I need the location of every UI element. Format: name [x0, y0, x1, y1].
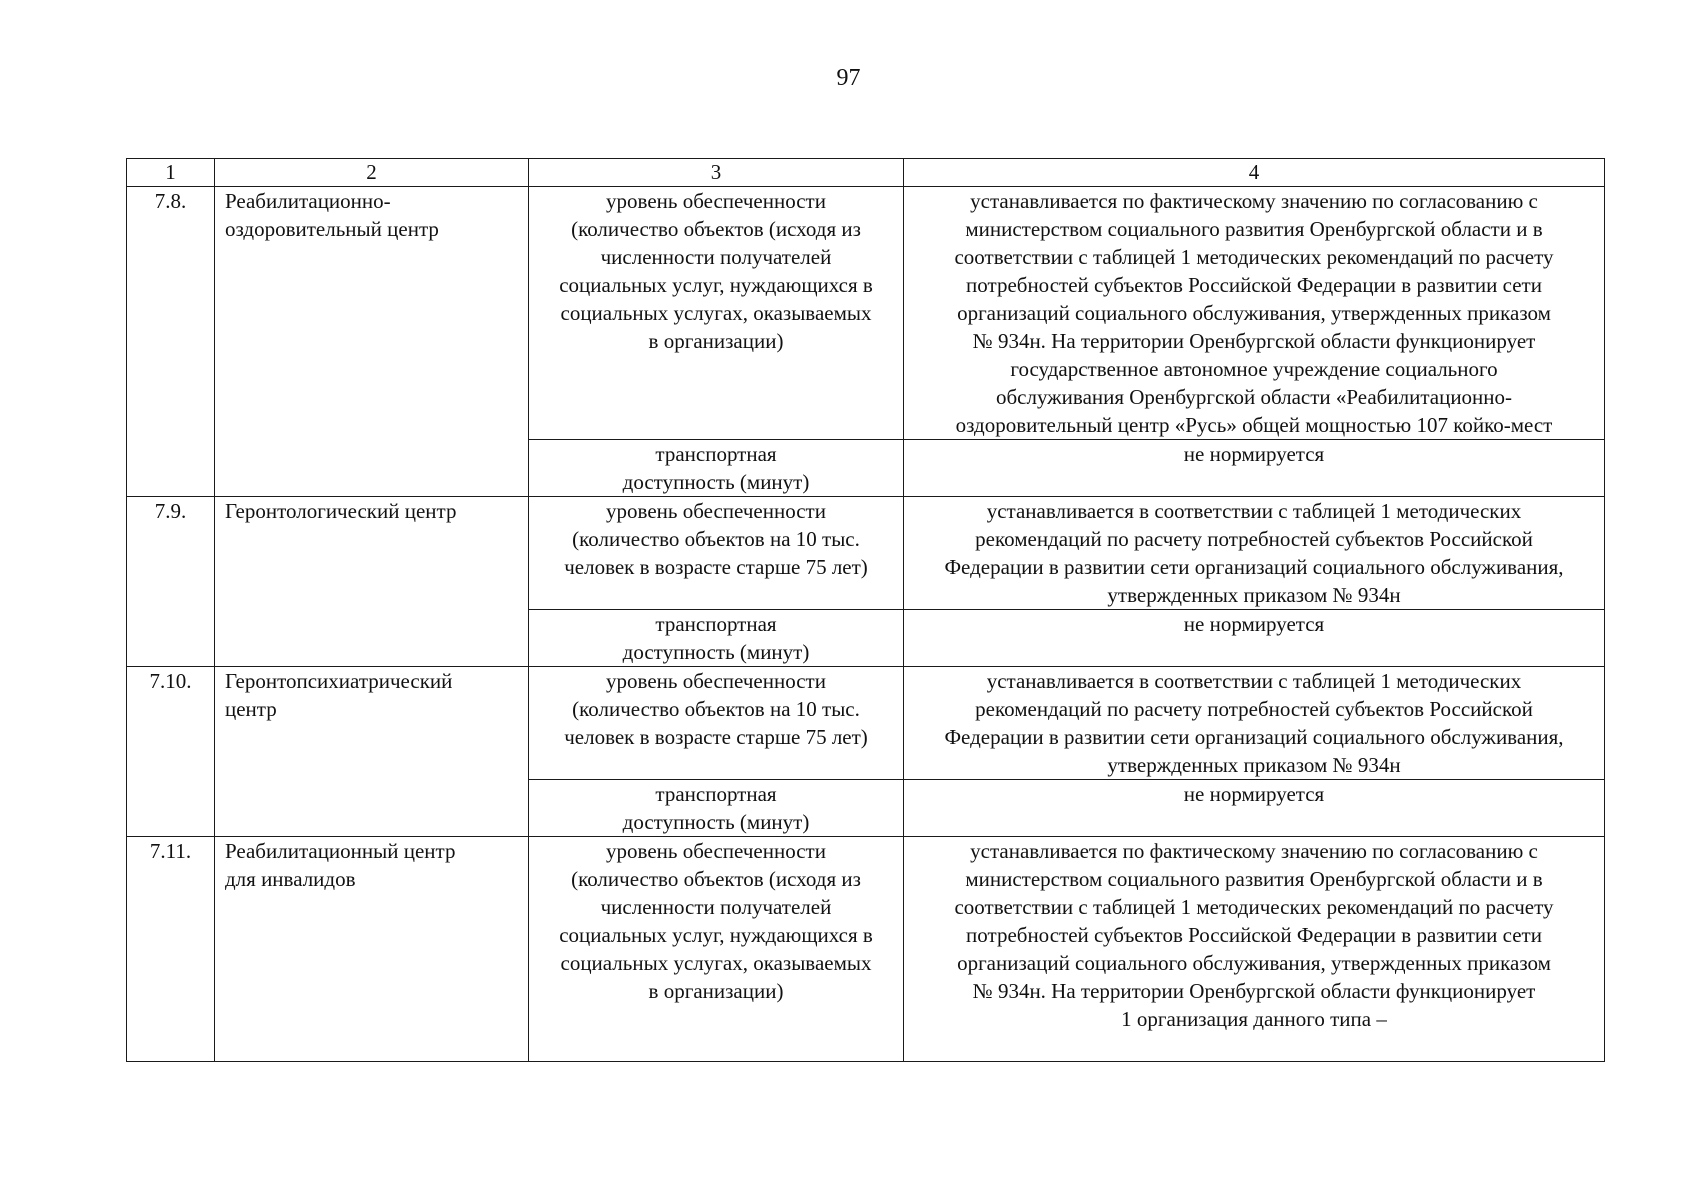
indicator-cell: транспортная доступность (минут)	[529, 440, 904, 497]
header-cell-1: 1	[127, 159, 215, 187]
norms-table	[126, 158, 1605, 1062]
page-number: 97	[836, 65, 861, 91]
table-row	[127, 497, 1605, 610]
value-cell: не нормируется	[904, 610, 1605, 667]
header-cell-2: 2	[215, 159, 529, 187]
row-number: 7.9.	[127, 497, 215, 667]
value-cell: не нормируется	[904, 780, 1605, 837]
row-number: 7.11.	[127, 837, 215, 1062]
value-cell: устанавливается в соответствии с таблицей 1 методических рекомендаций по расчету потребностей субъектов Российской Федерации в развитии сети организаций социального обслуживания, утвержденных приказом № 934н	[904, 667, 1605, 780]
value-cell: устанавливается по фактическому значению по согласованию с министерством социального развития Оренбургской области и в соответствии с таблицей 1 методических рекомендаций по расчету потребностей субъектов Российской Федерации в развитии сети организаций социального обслуживания, утвержденных приказом № 934н. На территории Оренбургской области функционирует 1 организация данного типа –	[904, 837, 1605, 1062]
value-cell: не нормируется	[904, 440, 1605, 497]
indicator-cell: транспортная доступность (минут)	[529, 610, 904, 667]
facility-name: Реабилитационно- оздоровительный центр	[215, 187, 529, 497]
indicator-cell: уровень обеспеченности (количество объектов (исходя из численности получателей социальных услуг, нуждающихся в социальных услугах, оказываемых в организации)	[529, 837, 904, 1062]
indicator-cell: уровень обеспеченности (количество объектов на 10 тыс. человек в возрасте старше 75 лет)	[529, 667, 904, 780]
facility-name: Геронтологический центр	[215, 497, 529, 667]
table-header-row	[127, 159, 1605, 187]
indicator-cell: уровень обеспеченности (количество объектов (исходя из численности получателей социальных услуг, нуждающихся в социальных услугах, оказываемых в организации)	[529, 187, 904, 440]
indicator-cell: транспортная доступность (минут)	[529, 780, 904, 837]
table-row	[127, 667, 1605, 780]
table-row	[127, 187, 1605, 440]
row-number: 7.10.	[127, 667, 215, 837]
row-number: 7.8.	[127, 187, 215, 497]
header-cell-4: 4	[904, 159, 1605, 187]
value-cell: устанавливается по фактическому значению по согласованию с министерством социального развития Оренбургской области и в соответствии с таблицей 1 методических рекомендаций по расчету потребностей субъектов Российской Федерации в развитии сети организаций социального обслуживания, утвержденных приказом № 934н. На территории Оренбургской области функционирует государственное автономное учреждение социального обслуживания Оренбургской области «Реабилитационно- оздоровительный центр «Русь» общей мощностью 107 койко-мест	[904, 187, 1605, 440]
facility-name: Реабилитационный центр для инвалидов	[215, 837, 529, 1062]
facility-name: Геронтопсихиатрический центр	[215, 667, 529, 837]
table-row	[127, 837, 1605, 1062]
value-cell: устанавливается в соответствии с таблицей 1 методических рекомендаций по расчету потребностей субъектов Российской Федерации в развитии сети организаций социального обслуживания, утвержденных приказом № 934н	[904, 497, 1605, 610]
indicator-cell: уровень обеспеченности (количество объектов на 10 тыс. человек в возрасте старше 75 лет)	[529, 497, 904, 610]
header-cell-3: 3	[529, 159, 904, 187]
